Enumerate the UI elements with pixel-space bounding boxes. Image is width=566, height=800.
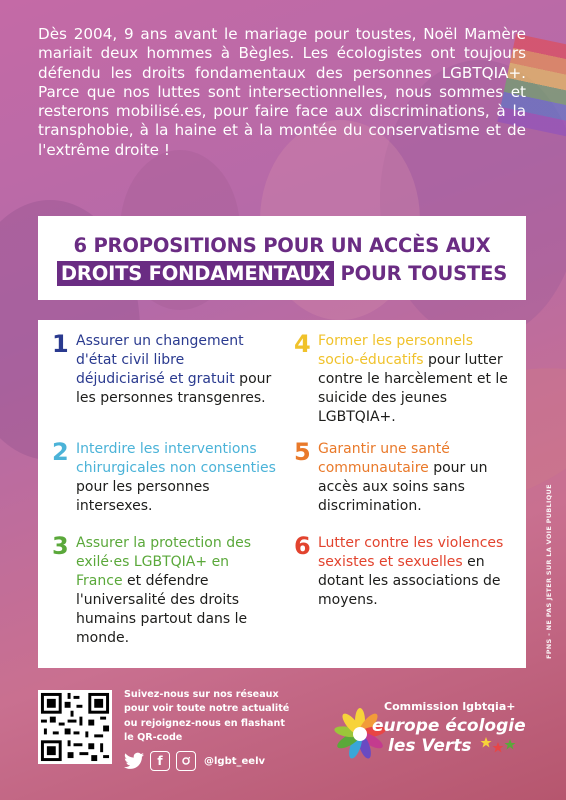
- proposition-number: 3: [52, 532, 69, 560]
- proposition-rest: et défendre l'universalité des droits humains partout dans le monde.: [76, 573, 248, 646]
- social-links: [124, 750, 265, 772]
- follow-us-text: Suivez-nous sur nos réseaux pour voir toute notre actualité ou rejoignez-nous en flashant le QR-code: [124, 689, 290, 744]
- proposition-highlight: Garantir une santé communautaire: [318, 441, 450, 476]
- qr-code[interactable]: [38, 690, 112, 764]
- proposition-highlight: Assurer la protection des exilé·es LGBTQIA+ en France: [76, 535, 251, 589]
- legal-side-note: FPNS - NE PAS JETER SUR LA VOIE PUBLIQUE: [545, 484, 553, 659]
- commission-label: Commission lgbtqia+: [384, 700, 516, 713]
- title-line-2: [38, 262, 526, 285]
- proposition-highlight: Assurer un changement d'état civil libre déjudiciarisé et gratuit: [76, 333, 244, 387]
- title-line-2-rest: POUR TOUSTES: [333, 262, 508, 285]
- proposition-text: [318, 534, 518, 610]
- proposition-text: [76, 332, 276, 408]
- eelv-logo: [330, 700, 530, 770]
- proposition-number: 2: [52, 438, 69, 466]
- title-highlight: DROITS FONDAMENTAUX: [57, 261, 334, 286]
- title-line-1: 6 PROPOSITIONS POUR UN ACCÈS AUX: [73, 234, 491, 257]
- proposition-text: [318, 440, 518, 516]
- proposition-highlight: Interdire les interventions chirurgicales non consenties: [76, 441, 276, 476]
- proposition-number: 6: [294, 532, 311, 560]
- proposition-number: 5: [294, 438, 311, 466]
- proposition-rest: pour un accès aux soins sans discrimination.: [318, 460, 488, 514]
- intro-paragraph: Dès 2004, 9 ans avant le mariage pour toustes, Noël Mamère mariait deux hommes à Bègles. Les écologistes ont toujours défendu les droits fondamentaux des personnes LGBTQIA+. Parce que nos luttes sont intersectionnelles, nous sommes et resterons mobilisé.es, pour faire face aux discriminations, à la transphobie, à la haine et à la montée du conservatisme et de l'extrême droite !: [38, 25, 526, 159]
- instagram-icon[interactable]: [176, 751, 196, 771]
- proposition-text: [76, 440, 276, 516]
- proposition-rest: pour lutter contre le harcèlement et le suicide des jeunes LGBTQIA+.: [318, 352, 508, 425]
- proposition-number: 1: [52, 330, 69, 358]
- proposition-text: [76, 534, 276, 648]
- party-name-line-1: europe écologie: [372, 716, 526, 736]
- qr-code-image: [38, 690, 112, 764]
- proposition-text: [318, 332, 518, 427]
- proposition-number: 4: [294, 330, 311, 358]
- title-box: [38, 216, 526, 300]
- party-name-line-2: les Verts: [388, 736, 472, 756]
- social-handle[interactable]: @lgbt_eelv: [204, 755, 266, 767]
- proposition-rest: pour les personnes transgenres.: [76, 371, 272, 406]
- proposition-highlight: Former les personnels socio-éducatifs: [318, 333, 473, 368]
- twitter-icon[interactable]: [124, 751, 144, 771]
- proposition-rest: en dotant les associations de moyens.: [318, 554, 501, 608]
- facebook-icon[interactable]: f: [150, 751, 170, 771]
- stars-icon: [480, 736, 520, 756]
- proposition-rest: pour les personnes intersexes.: [76, 479, 210, 514]
- proposition-highlight: Lutter contre les violences sexistes et sexuelles: [318, 535, 504, 570]
- propositions-box: [38, 320, 526, 668]
